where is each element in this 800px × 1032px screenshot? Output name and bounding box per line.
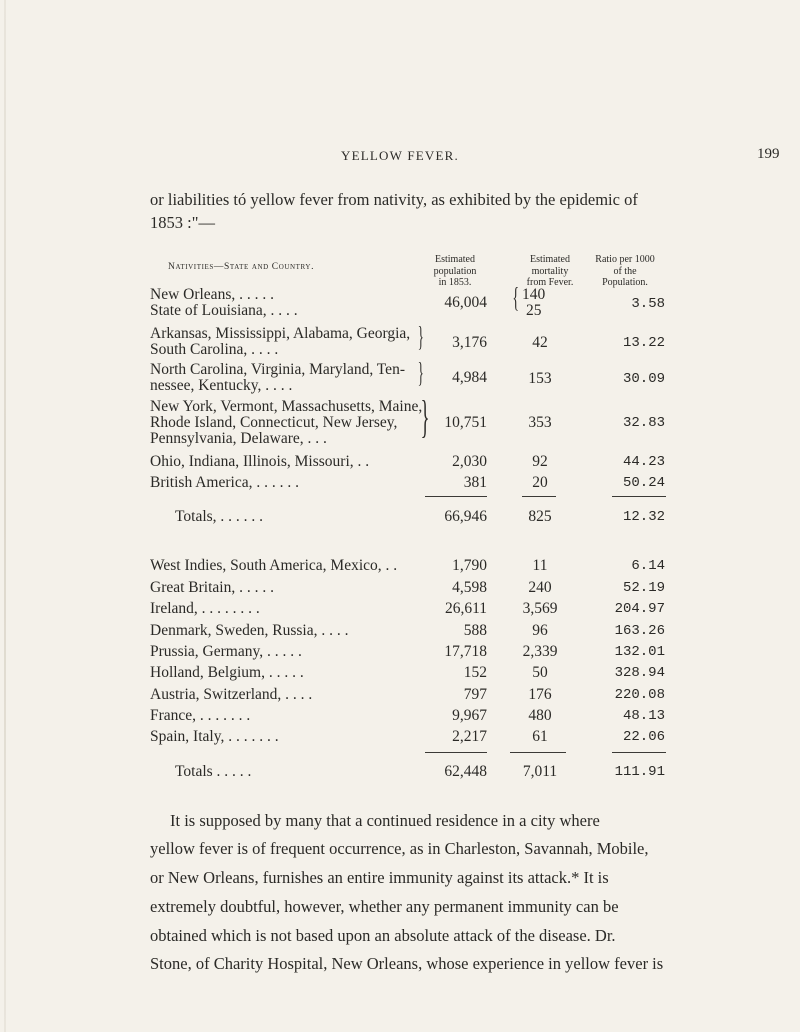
row-label: North Carolina, Virginia, Maryland, Ten-: [150, 361, 405, 378]
sum-rule: [510, 752, 566, 753]
population-value: 26,611: [444, 600, 487, 617]
mortality-value: 353: [528, 414, 552, 431]
ratio-value: 44.23: [622, 454, 665, 470]
column-header-line: Estimated: [530, 254, 570, 265]
row-label: West Indies, South America, Mexico, . .: [150, 557, 398, 574]
row-label: Arkansas, Mississippi, Alabama, Georgia,: [150, 325, 411, 342]
population-value: 2,030: [452, 453, 487, 470]
mortality-value: 25: [526, 302, 542, 319]
population-value: 17,718: [444, 643, 487, 660]
row-label: Holland, Belgium, . . . . .: [150, 664, 304, 681]
mortality-value: 480: [528, 707, 552, 724]
mortality-value: 92: [532, 453, 548, 470]
row-label: South Carolina, . . . .: [150, 341, 279, 358]
population-value: 381: [463, 474, 487, 491]
mortality-value: 240: [528, 579, 552, 596]
population-value: 4,984: [452, 369, 487, 386]
population-value: 4,598: [452, 579, 487, 596]
mortality-value: 3,569: [522, 600, 558, 617]
ratio-value: 22.06: [622, 729, 665, 745]
ratio-value: 163.26: [614, 623, 665, 639]
column-header-line: Ratio per 1000: [595, 254, 655, 265]
ratio-value: 52.19: [622, 580, 665, 596]
ratio-value: 50.24: [622, 475, 665, 491]
ratio-value: 132.01: [614, 644, 665, 660]
intro-line-1: or liabilities tó yellow fever from nativity, as exhibited by the epidemic of: [150, 190, 638, 209]
page-number: 199: [757, 146, 780, 162]
population-value: 10,751: [444, 414, 487, 431]
running-head: YELLOW FEVER.: [341, 148, 459, 163]
row-label: Ireland, . . . . . . . .: [150, 600, 260, 617]
column-header-line: in 1853.: [438, 277, 472, 288]
population-total: 66,946: [444, 508, 487, 525]
brace-right: }: [417, 322, 424, 353]
population-total: 62,448: [444, 763, 487, 780]
ratio-value: 48.13: [622, 708, 665, 724]
row-label: Ohio, Indiana, Illinois, Missouri, . .: [150, 453, 370, 470]
ratio-value: 204.97: [614, 601, 665, 617]
paragraph-line: or New Orleans, furnishes an entire immunity against its attack.* It is: [150, 868, 609, 887]
ratio-value: 13.22: [622, 335, 665, 351]
paragraph-line: obtained which is not based upon an absolute attack of the disease. Dr.: [150, 926, 616, 945]
column-header-line: mortality: [531, 265, 569, 277]
population-value: 2,217: [452, 728, 487, 745]
totals-label: Totals, . . . . . .: [175, 508, 264, 525]
row-label: Great Britain, . . . . .: [150, 579, 274, 596]
mortality-value: 11: [532, 557, 548, 574]
brace-right: }: [417, 358, 424, 389]
paragraph-line: It is supposed by many that a continued residence in a city where: [170, 811, 600, 830]
ratio-total: 111.91: [614, 764, 665, 780]
paragraph-line: Stone, of Charity Hospital, New Orleans, whose experience in yellow fever is: [150, 954, 664, 973]
ratio-total: 12.32: [622, 509, 665, 525]
mortality-value: 2,339: [522, 643, 558, 660]
population-value: 3,176: [452, 334, 487, 351]
mortality-total: 825: [528, 508, 552, 525]
sum-rule: [522, 496, 556, 497]
row-label: British America, . . . . . .: [150, 474, 299, 491]
mortality-value: 61: [532, 728, 548, 745]
paragraph-line: extremely doubtful, however, whether any permanent immunity can be: [150, 897, 619, 916]
mortality-value: 176: [528, 686, 552, 703]
column-header-line: from Fever.: [526, 277, 574, 288]
ratio-value: 6.14: [631, 558, 665, 574]
row-label: Prussia, Germany, . . . . .: [150, 643, 302, 660]
ratio-value: 3.58: [631, 296, 665, 312]
population-value: 588: [463, 622, 487, 639]
mortality-total: 7,011: [522, 763, 558, 780]
row-label: New Orleans, . . . . .: [150, 286, 274, 303]
mortality-value: 42: [532, 334, 548, 351]
row-label: Spain, Italy, . . . . . . .: [150, 728, 279, 745]
sum-rule: [425, 496, 487, 497]
row-label: Denmark, Sweden, Russia, . . . .: [150, 622, 349, 639]
row-label: New York, Vermont, Massachusetts, Maine,: [150, 398, 423, 415]
column-header-line: population: [433, 265, 477, 277]
ratio-value: 30.09: [622, 371, 665, 387]
column-header-line: Estimated: [435, 254, 475, 265]
row-label: France, . . . . . . .: [150, 707, 251, 724]
sum-rule: [425, 752, 487, 753]
row-label: Austria, Switzerland, . . . .: [150, 686, 313, 703]
sum-rule: [612, 752, 666, 753]
column-header-ratio: [565, 254, 685, 289]
population-value: 1,790: [452, 557, 487, 574]
totals-label: Totals . . . . .: [175, 763, 252, 780]
intro-line-2: 1853 :"—: [150, 213, 215, 232]
population-value: 797: [463, 686, 487, 703]
ratio-value: 32.83: [622, 415, 665, 431]
ratio-value: 328.94: [614, 665, 665, 681]
ratio-value: 220.08: [614, 687, 665, 703]
population-value: 152: [463, 664, 487, 681]
sum-rule: [612, 496, 666, 497]
column-header-line: Population.: [602, 277, 648, 288]
brace-left: {: [512, 283, 520, 314]
population-value: 46,004: [444, 294, 487, 311]
row-label: State of Louisiana, . . . .: [150, 302, 298, 319]
row-label: Pennsylvania, Delaware, . . .: [150, 430, 327, 447]
column-header-nativity: Nativities—State and Country.: [168, 262, 315, 272]
mortality-value: 20: [532, 474, 548, 491]
population-value: 9,967: [452, 707, 487, 724]
column-header-line: of the: [613, 265, 637, 277]
mortality-value: 140: [522, 286, 546, 303]
row-label: Rhode Island, Connecticut, New Jersey,: [150, 414, 398, 431]
paragraph-line: yellow fever is of frequent occurrence, as in Charleston, Savannah, Mobile,: [150, 839, 649, 858]
brace-right: }: [420, 391, 430, 442]
mortality-value: 50: [532, 664, 548, 681]
row-label: nessee, Kentucky, . . . .: [150, 377, 293, 394]
mortality-value: 153: [528, 370, 552, 387]
mortality-value: 96: [532, 622, 548, 639]
